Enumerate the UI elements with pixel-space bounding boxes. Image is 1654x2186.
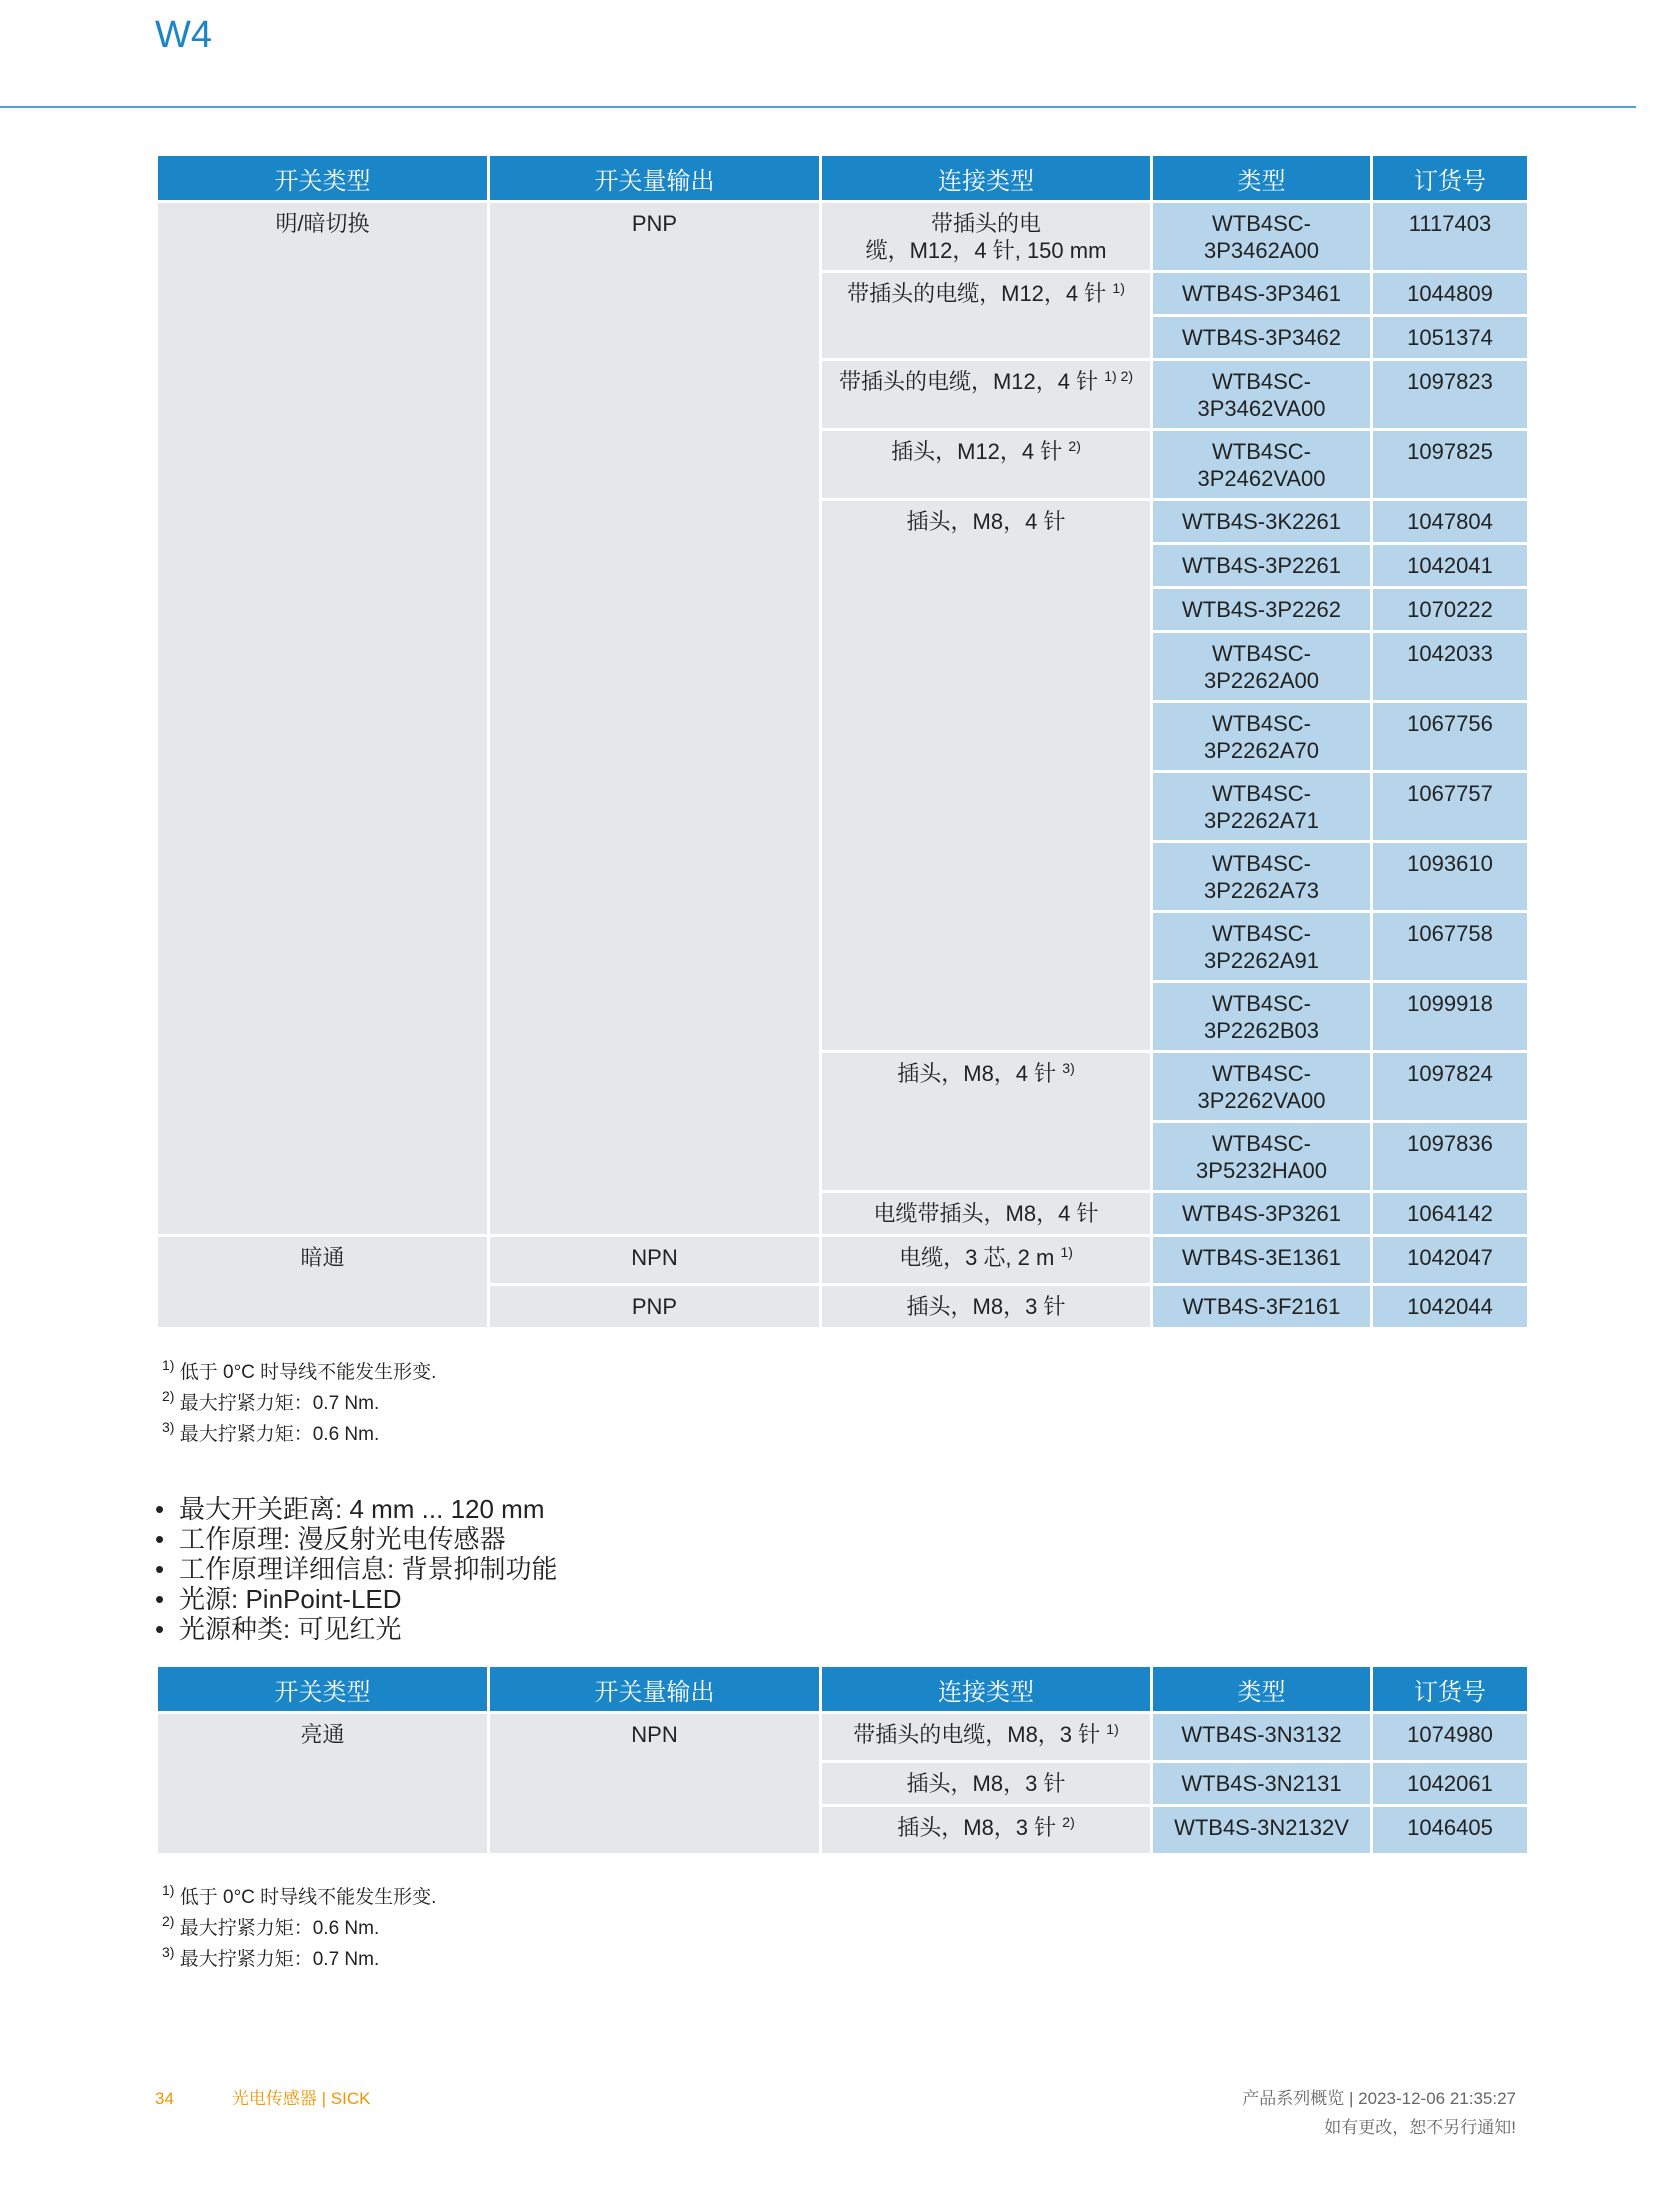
header-divider xyxy=(0,106,1636,108)
footer-notice: 如有更改，恕不另行通知! xyxy=(1324,2118,1516,2137)
footnotes-2 xyxy=(162,1882,436,1975)
col-header-order-number: 订货号 xyxy=(1373,156,1527,200)
footnotes-1 xyxy=(162,1357,436,1450)
feature-item: • 工作原理: 漫反射光电传感器 xyxy=(155,1524,557,1554)
page-title: W4 xyxy=(155,14,212,56)
page-number: 34 xyxy=(155,2089,174,2108)
col-header-switching-output: 开关量输出 xyxy=(490,156,819,200)
order-number-cell: 1042061 xyxy=(1373,1763,1527,1804)
footnote: $^{3)}$ 最大拧紧力矩：0.6 Nm. xyxy=(162,1419,380,1445)
type-cell: WTB4S-3E1361 xyxy=(1153,1237,1370,1283)
type-cell: WTB4SC- 3P2262VA00 xyxy=(1153,1053,1370,1120)
connection-cell: 插头，M8，4 针 $^{3)}$ xyxy=(822,1053,1150,1190)
order-number-cell: 1093610 xyxy=(1373,843,1527,910)
type-cell: WTB4S-3P2261 xyxy=(1153,545,1370,586)
type-cell: WTB4S-3P3461 xyxy=(1153,273,1370,314)
order-number-cell: 1074980 xyxy=(1373,1714,1527,1760)
type-cell: WTB4S-3P3261 xyxy=(1153,1193,1370,1234)
table-row xyxy=(158,203,1527,270)
switching-type-cell: 暗通 xyxy=(158,1237,487,1327)
order-number-cell: 1097825 xyxy=(1373,431,1527,498)
feature-item: • 光源: PinPoint-LED xyxy=(155,1584,557,1614)
switching-type-cell: 明/暗切换 xyxy=(158,203,487,1234)
connection-cell: 插头，M8，4 针 xyxy=(822,501,1150,1050)
order-number-cell: 1064142 xyxy=(1373,1193,1527,1234)
footnote: $^{3)}$ 最大拧紧力矩：0.7 Nm. xyxy=(162,1944,380,1970)
order-number-cell: 1047804 xyxy=(1373,501,1527,542)
switching-output-cell: PNP xyxy=(490,203,819,1234)
feature-item: • 最大开关距离: 4 mm ... 120 mm xyxy=(155,1494,557,1524)
connection-cell: 电缆带插头，M8，4 针 xyxy=(822,1193,1150,1234)
connection-cell: 插头，M8，3 针 xyxy=(822,1763,1150,1804)
product-table-2 xyxy=(155,1664,1530,1856)
connection-cell: 带插头的电缆，M12，4 针 $^{1)}$ xyxy=(822,273,1150,358)
footer-overview: 产品系列概览 | 2023-12-06 21:35:27 xyxy=(1242,2089,1516,2108)
order-number-cell: 1117403 xyxy=(1373,203,1527,270)
col-header-order-number: 订货号 xyxy=(1373,1667,1527,1711)
feature-item: • 光源种类: 可见红光 xyxy=(155,1614,557,1644)
type-cell: WTB4S-3F2161 xyxy=(1153,1286,1370,1327)
switching-output-cell: NPN xyxy=(490,1714,819,1853)
type-cell: WTB4SC- 3P2262A71 xyxy=(1153,773,1370,840)
table-header-row xyxy=(158,1667,1527,1711)
type-cell: WTB4S-3K2261 xyxy=(1153,501,1370,542)
order-number-cell: 1070222 xyxy=(1373,589,1527,630)
order-number-cell: 1042041 xyxy=(1373,545,1527,586)
type-cell: WTB4S-3N2131 xyxy=(1153,1763,1370,1804)
type-cell: WTB4S-3P3462 xyxy=(1153,317,1370,358)
order-number-cell: 1067758 xyxy=(1373,913,1527,980)
footnote: $^{2)}$ 最大拧紧力矩：0.7 Nm. xyxy=(162,1388,380,1414)
order-number-cell: 1067756 xyxy=(1373,703,1527,770)
type-cell: WTB4SC- 3P3462VA00 xyxy=(1153,361,1370,428)
col-header-switching-type: 开关类型 xyxy=(158,1667,487,1711)
type-cell: WTB4SC- 3P2262B03 xyxy=(1153,983,1370,1050)
table-row xyxy=(158,1237,1527,1283)
col-header-switching-output: 开关量输出 xyxy=(490,1667,819,1711)
order-number-cell: 1042033 xyxy=(1373,633,1527,700)
type-cell: WTB4SC- 3P3462A00 xyxy=(1153,203,1370,270)
table-header-row xyxy=(158,156,1527,200)
feature-item: • 工作原理详细信息: 背景抑制功能 xyxy=(155,1554,557,1584)
order-number-cell: 1097823 xyxy=(1373,361,1527,428)
order-number-cell: 1042047 xyxy=(1373,1237,1527,1283)
type-cell: WTB4S-3P2262 xyxy=(1153,589,1370,630)
connection-cell: 电缆，3 芯, 2 m $^{1)}$ xyxy=(822,1237,1150,1283)
footnote: $^{1)}$ 低于 0°C 时导线不能发生形变. xyxy=(162,1882,437,1908)
type-cell: WTB4SC- 3P2262A91 xyxy=(1153,913,1370,980)
col-header-connection-type: 连接类型 xyxy=(822,1667,1150,1711)
table-row xyxy=(158,1714,1527,1760)
col-header-type: 类型 xyxy=(1153,156,1370,200)
col-header-switching-type: 开关类型 xyxy=(158,156,487,200)
connection-cell: 带插头的电缆，M8，3 针 $^{1)}$ xyxy=(822,1714,1150,1760)
footer-left xyxy=(155,2084,370,2109)
order-number-cell: 1099918 xyxy=(1373,983,1527,1050)
connection-cell: 插头，M8，3 针 $^{2)}$ xyxy=(822,1807,1150,1853)
connection-cell: 带插头的电 缆，M12，4 针, 150 mm xyxy=(822,203,1150,270)
order-number-cell: 1067757 xyxy=(1373,773,1527,840)
connection-cell: 插头，M12，4 针 $^{2)}$ xyxy=(822,431,1150,498)
footnote: $^{2)}$ 最大拧紧力矩：0.6 Nm. xyxy=(162,1913,380,1939)
order-number-cell: 1044809 xyxy=(1373,273,1527,314)
connection-cell: 带插头的电缆，M12，4 针 $^{1) 2)}$ xyxy=(822,361,1150,428)
footer-right xyxy=(1242,2084,1516,2142)
switching-output-cell: PNP xyxy=(490,1286,819,1327)
col-header-connection-type: 连接类型 xyxy=(822,156,1150,200)
footnote: $^{1)}$ 低于 0°C 时导线不能发生形变. xyxy=(162,1357,437,1383)
type-cell: WTB4SC- 3P5232HA00 xyxy=(1153,1123,1370,1190)
order-number-cell: 1097836 xyxy=(1373,1123,1527,1190)
catalog-name: 光电传感器 | SICK xyxy=(231,2089,371,2108)
product-table-1 xyxy=(155,153,1530,1330)
switching-output-cell: NPN xyxy=(490,1237,819,1283)
switching-type-cell: 亮通 xyxy=(158,1714,487,1853)
type-cell: WTB4SC- 3P2462VA00 xyxy=(1153,431,1370,498)
type-cell: WTB4SC- 3P2262A73 xyxy=(1153,843,1370,910)
type-cell: WTB4S-3N3132 xyxy=(1153,1714,1370,1760)
order-number-cell: 1042044 xyxy=(1373,1286,1527,1327)
type-cell: WTB4SC- 3P2262A00 xyxy=(1153,633,1370,700)
order-number-cell: 1097824 xyxy=(1373,1053,1527,1120)
order-number-cell: 1051374 xyxy=(1373,317,1527,358)
order-number-cell: 1046405 xyxy=(1373,1807,1527,1853)
type-cell: WTB4SC- 3P2262A70 xyxy=(1153,703,1370,770)
type-cell: WTB4S-3N2132V xyxy=(1153,1807,1370,1853)
feature-list xyxy=(155,1494,557,1644)
connection-cell: 插头，M8，3 针 xyxy=(822,1286,1150,1327)
col-header-type: 类型 xyxy=(1153,1667,1370,1711)
